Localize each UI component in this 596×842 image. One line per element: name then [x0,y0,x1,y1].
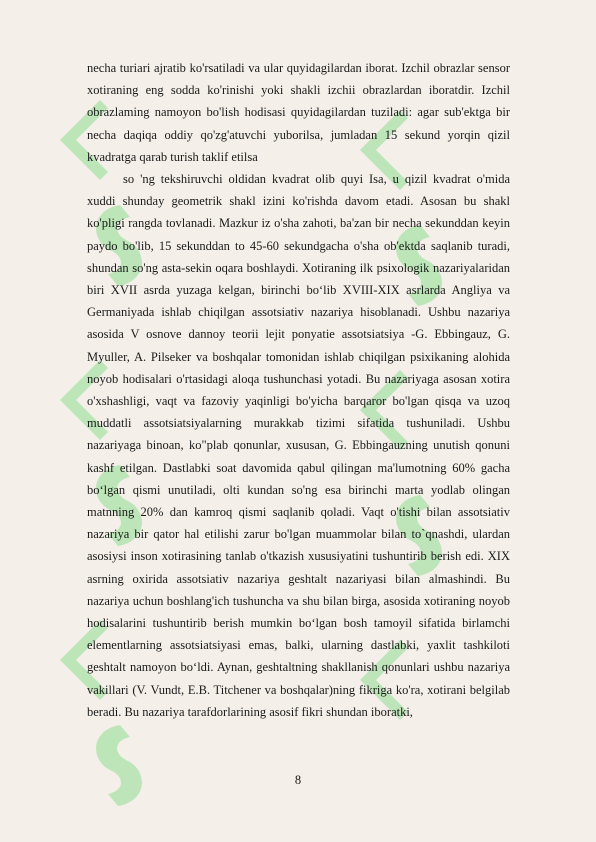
paragraph-1: necha turiari ajratib ko'rsatiladi va ular quyidagilardan iborat. Izchil obrazlar sensor xotiraning eng sodda ko'rinishi yoki shakli izchii obrazlardan iboratdir. Izchil obrazlaming namoyon bo'lish hodisasi quyidagilardan tuziladi: agar sub'ektga bir necha daqiqa oddiy qo'zg'atuvchi yuborilsa, jumladan 15 sekund yorqin qizil kvadratga qarab turish taklif etilsa [87,61,510,164]
page-number: 8 [294,773,302,787]
document-body [87,57,510,723]
paragraph-2: so 'ng tekshiruvchi oldidan kvadrat olib quyi Isa, u qizil kvadrat o'mida xuddi shunday geometrik shakl izini ko'rishda davom etadi. Asosan bu shakl ko'pligi rangda tovlanadi. Mazkur iz o'sha zahoti, ba'zan bir necha sekunddan keyin paydo bo'lib, 15 sekunddan to 45-60 sekundgacha o'sha ob'ektda saqlanib turadi, shundan so'ng asta-sekin oqara boshlaydi. Xotiraning ilk psixologik nazariyalaridan biri XVII asrda yuzaga kelgan, birinchi bo‘lib XVIII-XIX asrlarda Angliya va Germaniyada ishlab chiqilgan assotsiativ nazariya hisoblanadi. Ushbu nazariya asosida V osnove dannoy teorii lejit ponyatie assotsiatsiya -G. Ebbingauz, G. Myuller, A. Pilseker va boshqalar tomonidan ishlab chiqilgan psixikaning alohida noyob hodisalari o'rtasidagi aloqa tushunchasi yotadi. Bu nazariyaga asosan xotira o'xshashligi, vaqt va fazoviy yaqinligi bo'yicha barqaror bo'lgan qisqa va uzoq muddatli assotsiatsiyalarning murakkab tizimi sifatida tushuniladi. Ushbu nazariyaga binoan, ko"plab qonunlar, xususan, G. Ebbingauzning unutish qonuni kashf etilgan. Dastlabki soat davomida qabul qilingan ma'lumotning 60% gacha bo‘lgan qismi unutiladi, olti kundan so'ng esa birinchi marta yodlab olingan matnning 20% dan kamroq qismi saqlanib qoladi. Vaqt o'tishi bilan assotsiativ nazariya bir qator hal etilishi zarur bo'lgan muammolar bilan to`qnashdi, ulardan asosiysi inson xotirasining tanlab o'tkazish xususiyatini tushuntirib berish edi. XIX asrning oxirida assotsiativ nazariya geshtalt nazariyasi bilan almashindi. Bu nazariya uchun boshlang'ich tushuncha va shu bilan birga, asosida xotiraning noyob hodisalarini tushuntirib berish mumkin bo‘lgan bosh tamoyil sifatida birlamchi elementlarning assotsiatsiyasi emas, balki, ularning dastlabki, yaxlit tashkiloti geshtalt namoyon bo‘ldi. Aynan, geshtaltning shakllanish qonunlari ushbu nazariya vakillari (V. Vundt, E.B. Titchener va boshqalar)ning fikriga ko'ra, xotirani belgilab beradi. Bu nazariya tarafdorlarining asosif fikri shundan iboratki, [87,172,510,719]
